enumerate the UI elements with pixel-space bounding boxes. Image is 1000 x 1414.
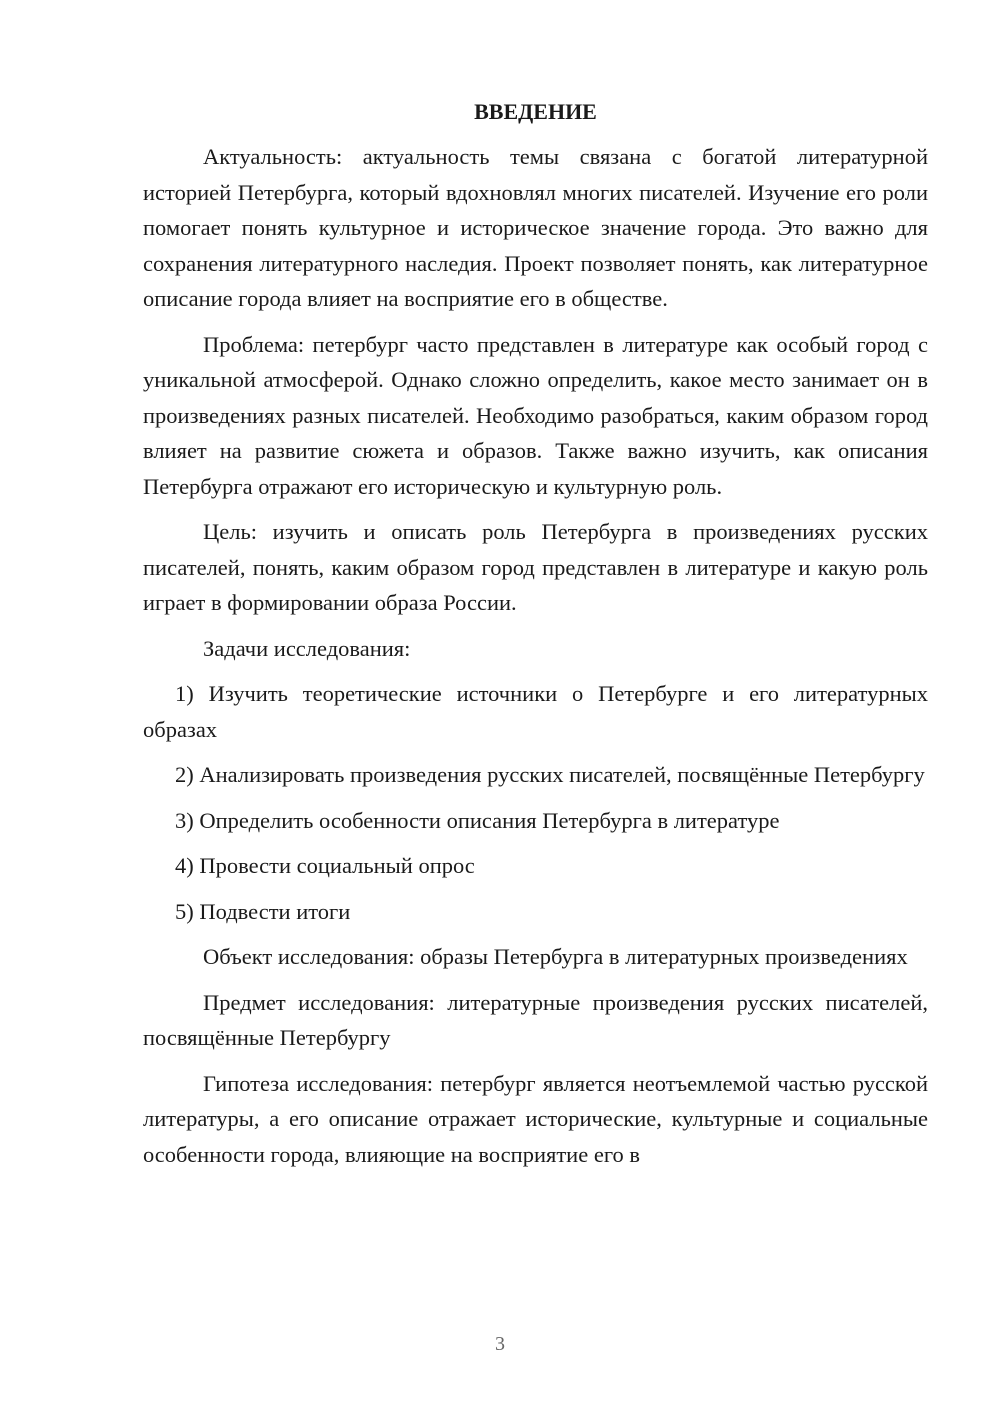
task-item: 4) Провести социальный опрос [175, 853, 475, 878]
task-item: 1) Изучить теоретические источники о Петербурге и его литературных образах [143, 681, 928, 742]
subject-paragraph: Предмет исследования: литературные произведения русских писателей, посвящённые Петербургу [143, 989, 928, 1050]
task-item: 2) Анализировать произведения русских писателей, посвящённые Петербургу [175, 762, 925, 787]
object-paragraph: Объект исследования: образы Петербурга в литературных произведениях [203, 944, 908, 969]
hypothesis-paragraph: Гипотеза исследования: петербург является неотъемлемой частью русской литературы, а его описание отражает исторические, культурные и социальные особенности города, влияющие на восприятие его в [143, 1070, 928, 1167]
page-title: ВВЕДЕНИЕ [474, 99, 597, 124]
task-item: 3) Определить особенности описания Петербурга в литературе [175, 807, 780, 833]
problem-paragraph: Проблема: петербург часто представлен в литературе как особый город с уникальной атмосферой. Однако сложно определить, какое место занимает он в произведениях разных писателей. Необходимо разобраться, каким образом город влияет на развитие сюжета и образов. Также важно изучить, как описания Петербурга отражают его историческую и культурную роль. [143, 331, 928, 499]
tasks-heading: Задачи исследования: [203, 635, 411, 661]
goal-paragraph: Цель: изучить и описать роль Петербурга в произведениях русских писателей, понять, каким образом город представлен в литературе и какую роль играет в формировании образа России. [143, 519, 928, 615]
page-content [143, 94, 928, 1182]
task-item: 5) Подвести итоги [175, 898, 351, 924]
relevance-paragraph: Актуальность: актуальность темы связана с богатой литературной историей Петербурга, который вдохновлял многих писателей. Изучение его роли помогает понять культурное и историческое значение города. Это важно для сохранения литературного наследия. Проект позволяет понять, как литературное описание города влияет на восприятие его в обществе. [143, 144, 928, 311]
page-number: 3 [495, 1333, 505, 1355]
